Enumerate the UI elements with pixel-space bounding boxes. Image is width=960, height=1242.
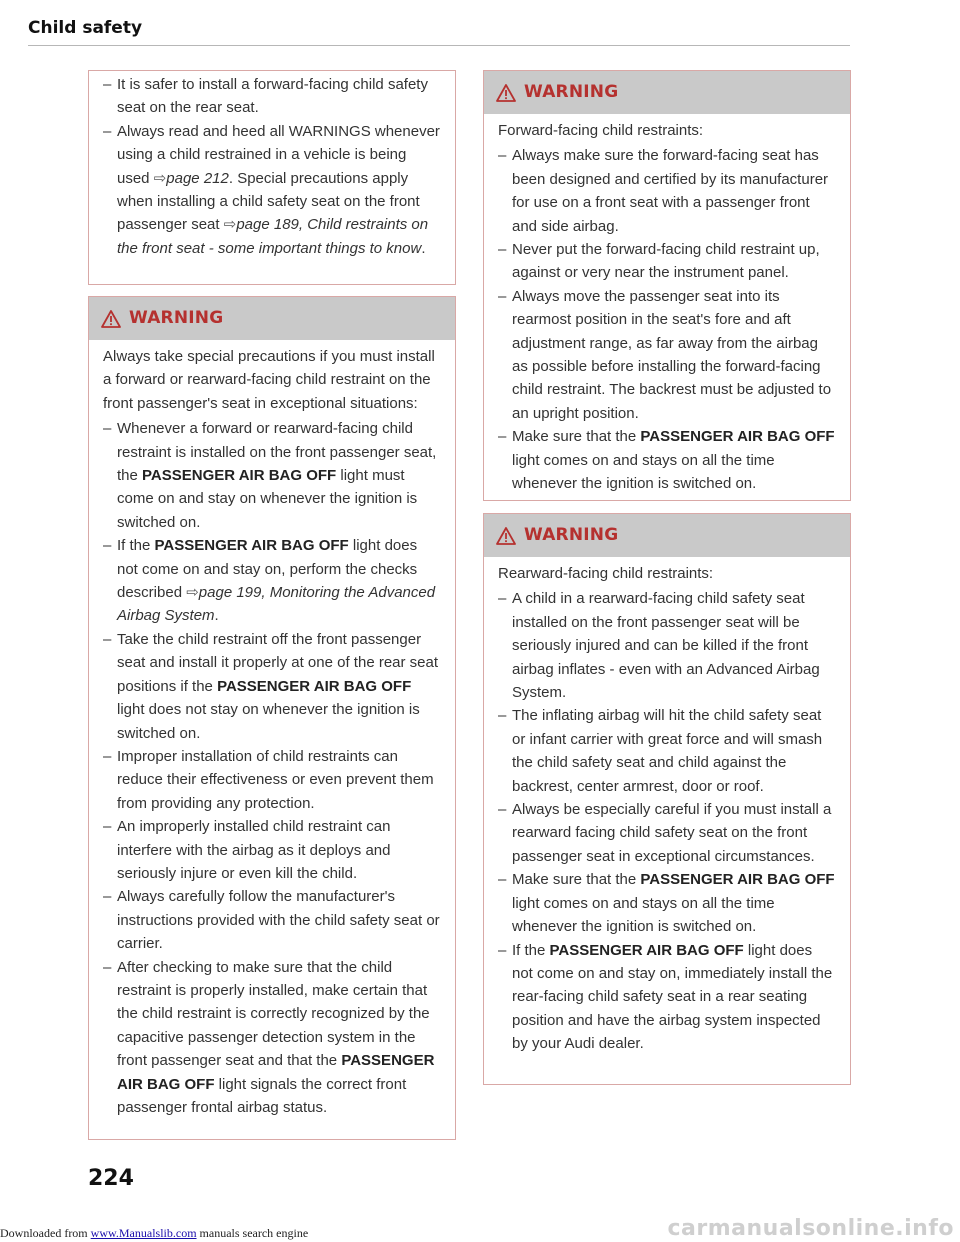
page-number: 224 [88,1166,134,1191]
warning-triangle-icon [496,84,516,102]
warning-header [89,297,455,340]
warning-title: WARNING [524,524,619,545]
list-item: – If the PASSENGER AIR BAG OFF light does not come on and stay on, perform the checks described ⇨page 199, Monitoring the Advanced Airbag System. [103,534,441,628]
list-item: – If the PASSENGER AIR BAG OFF light does not come on and stay on, immediately install the rear-facing child safety seat in a rear seating position and have the airbag system inspected by your Audi dealer. [498,939,836,1056]
list-item: – Whenever a forward or rearward-facing child restraint is installed on the front passenger seat, the PASSENGER AIR BAG OFF light must come on and stay on whenever the ignition is switched on. [103,417,441,534]
download-footer: Downloaded from www.Manualslib.com manuals search engine [0,1226,309,1240]
section-title: Child safety [28,18,143,38]
warning-box-2 [483,70,851,501]
list-item: – Always move the passenger seat into its rearmost position in the seat's fore and aft adjustment range, as far away from the airbag as possible before installing the forward-facing child restraint. The backrest must be adjusted to an upright position. [498,285,836,425]
list-item: – Take the child restraint off the front passenger seat and install it properly at one of the rear seat positions if the PASSENGER AIR BAG OFF light does not stay on whenever the ignition is switched on. [103,628,441,745]
warning-intro: Always take special precautions if you must install a forward or rearward-facing child restraint on the front passenger's seat in exceptional situations: [103,348,435,412]
arrow-right-icon: ⇨ [186,584,199,602]
arrow-right-icon: ⇨ [223,216,237,234]
page-reference-link[interactable]: page 199, Monitoring the Advanced Airbag System [117,584,436,625]
list-item: – Improper installation of child restraints can reduce their effectiveness or even prevent them from providing any protection. [103,745,441,815]
list-item: – It is safer to install a forward-facing child safety seat on the rear seat. [103,73,441,120]
warning-intro: Forward-facing child restraints: [498,122,704,139]
warning-header [484,514,850,557]
warning-box-1 [88,296,456,1140]
warning-header [484,71,850,114]
warning-title: WARNING [524,81,619,102]
list-item: – After checking to make sure that the child restraint is properly installed, make certain that the child restraint is correctly recognized by the capacitive passenger detection system in the front passenger seat and that the PASSENGER AIR BAG OFF light signals the correct front passenger frontal airbag status. [103,956,441,1120]
list-item: – Always carefully follow the manufacturer's instructions provided with the child safety seat or carrier. [103,885,441,955]
page-header [0,0,960,48]
list-item: – The inflating airbag will hit the child safety seat or infant carrier with great force and will smash the child safety seat and child against the backrest, center armrest, door or roof. [498,704,836,798]
list-item: – Make sure that the PASSENGER AIR BAG OFF light comes on and stays on all the time whenever the ignition is switched on. [498,868,836,938]
warning-title: WARNING [129,307,224,328]
list-item: – Make sure that the PASSENGER AIR BAG OFF light comes on and stays on all the time whenever the ignition is switched on. [498,425,836,495]
list-item: – Always read and heed all WARNINGS whenever using a child restrained in a vehicle is being used ⇨page 212. Special precautions apply when installing a child safety seat on the front passenger seat ⇨page 189, Child restraints on the front seat - some important things to know. [103,120,441,260]
list-item: – Always be especially careful if you must install a rearward facing child safety seat on the front passenger seat in exceptional circumstances. [498,798,836,868]
page-reference-link[interactable]: page 212 [166,169,229,187]
warning-triangle-icon [496,527,516,545]
warning-box-3 [483,513,851,1085]
list-item: – Always make sure the forward-facing seat has been designed and certified by its manufacturer for use on a front seat with a passenger front and side airbag. [498,144,836,238]
warning-triangle-icon [101,310,121,328]
list-item: – An improperly installed child restraint can interfere with the airbag as it deploys and seriously injure or even kill the child. [103,815,441,885]
watermark: carmanualsonline.info [667,1216,954,1241]
header-divider [28,45,850,46]
warning-intro: Rearward-facing child restraints: [498,565,714,582]
list-item: – Never put the forward-facing child restraint up, against or very near the instrument panel. [498,238,836,285]
arrow-right-icon: ⇨ [153,169,167,187]
list-item: – A child in a rearward-facing child safety seat installed on the front passenger seat will be seriously injured and can be killed if the front airbag inflates - even with an Advanced Airbag System. [498,587,836,704]
note-box [88,70,456,285]
page-reference-link[interactable]: page 189, Child restraints on the front seat - some important things to know [117,216,429,257]
manualslib-link[interactable]: www.Manualslib.com [90,1226,197,1240]
